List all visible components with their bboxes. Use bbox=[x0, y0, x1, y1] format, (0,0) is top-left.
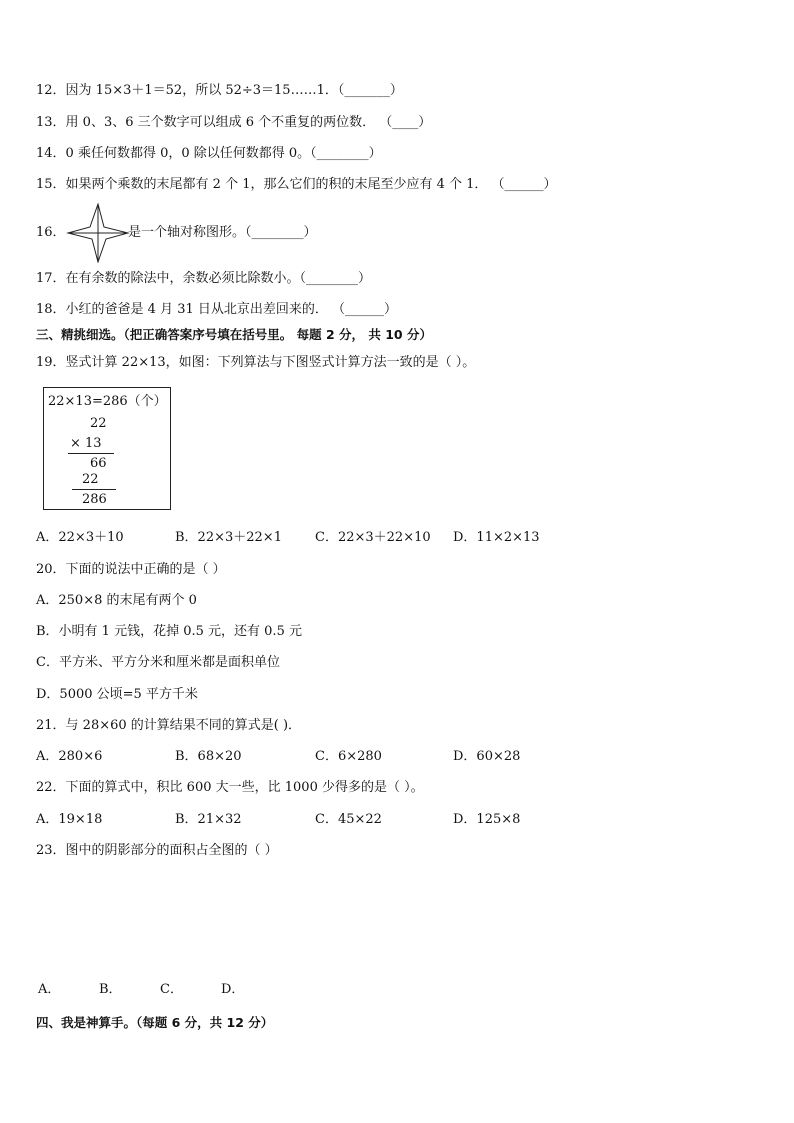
q17: 17．在有余数的除法中，余数必须比除数小。（________） bbox=[36, 271, 372, 286]
q23-option-a: A． bbox=[38, 982, 61, 997]
q20-option-a: A．250×8 的末尾有两个 0 bbox=[36, 593, 197, 608]
q22-option-c: C．45×22 bbox=[315, 812, 382, 827]
calc-rule-1 bbox=[68, 453, 114, 454]
q14: 14．0 乘任何数都得 0，0 除以任何数都得 0。（________） bbox=[36, 146, 382, 161]
calc-product: 286 bbox=[82, 492, 107, 507]
q23-option-b: B． bbox=[99, 982, 122, 997]
calc-partial-1: 66 bbox=[90, 456, 107, 471]
q20-stem: 20．下面的说法中正确的是（ ） bbox=[36, 562, 226, 577]
q19-option-c: C．22×3＋22×10 bbox=[315, 530, 431, 545]
q20-option-d: D．5000 公顷=5 平方千米 bbox=[36, 687, 198, 702]
q13: 13．用 0、3、6 三个数字可以组成 6 个不重复的两位数． （____） bbox=[36, 115, 432, 130]
q23-option-d: D． bbox=[221, 982, 245, 997]
q20-option-c: C．平方米、平方分米和厘米都是面积单位 bbox=[36, 655, 280, 670]
q21-stem: 21．与 28×60 的计算结果不同的算式是( )． bbox=[36, 718, 302, 733]
calc-partial-2: 22 bbox=[82, 472, 99, 487]
q19-option-b: B．22×3＋22×1 bbox=[175, 530, 282, 545]
q19-option-d: D．11×2×13 bbox=[453, 530, 540, 545]
q21-option-c: C．6×280 bbox=[315, 749, 382, 764]
q23-stem: 23．图中的阴影部分的面积占全图的（ ） bbox=[36, 843, 278, 858]
calc-header: 22×13=286（个） bbox=[48, 394, 167, 409]
q22-stem: 22．下面的算式中，积比 600 大一些，比 1000 少得多的是（ ）。 bbox=[36, 780, 424, 795]
q21-option-b: B．68×20 bbox=[175, 749, 242, 764]
q15: 15．如果两个乘数的末尾都有 2 个 1，那么它们的积的末尾至少应有 4 个 1． （______） bbox=[36, 177, 557, 192]
section-3-heading: 三、精挑细选。（把正确答案序号填在括号里。 每题 2 分， 共 10 分） bbox=[36, 327, 432, 342]
q16-number: 16． bbox=[36, 225, 66, 240]
calc-multiplicand: 22 bbox=[90, 416, 107, 431]
pinwheel-figure bbox=[66, 203, 130, 263]
q22-option-a: A．19×18 bbox=[36, 812, 103, 827]
q21-option-a: A．280×6 bbox=[36, 749, 103, 764]
q23-option-c: C． bbox=[160, 982, 183, 997]
q16-text: 是一个轴对称图形。（________） bbox=[128, 225, 317, 240]
section-4-heading: 四、我是神算手。（每题 6 分，共 12 分） bbox=[36, 1015, 274, 1030]
calc-rule-2 bbox=[72, 489, 116, 490]
calc-multiplier: × 13 bbox=[70, 436, 102, 451]
q18: 18．小红的爸爸是 4 月 31 日从北京出差回来的． （______） bbox=[36, 302, 398, 317]
q22-option-d: D．125×8 bbox=[453, 812, 521, 827]
q22-option-b: B．21×32 bbox=[175, 812, 242, 827]
vertical-calculation-box bbox=[43, 387, 171, 510]
q21-option-d: D．60×28 bbox=[453, 749, 521, 764]
q19-stem: 19．竖式计算 22×13，如图：下列算法与下图竖式计算方法一致的是（ ）。 bbox=[36, 355, 476, 370]
q12: 12．因为 15×3＋1＝52，所以 52÷3＝15……1．（_______） bbox=[36, 83, 403, 98]
q20-option-b: B．小明有 1 元钱，花掉 0.5 元，还有 0.5 元 bbox=[36, 624, 302, 639]
q19-option-a: A．22×3＋10 bbox=[36, 530, 124, 545]
